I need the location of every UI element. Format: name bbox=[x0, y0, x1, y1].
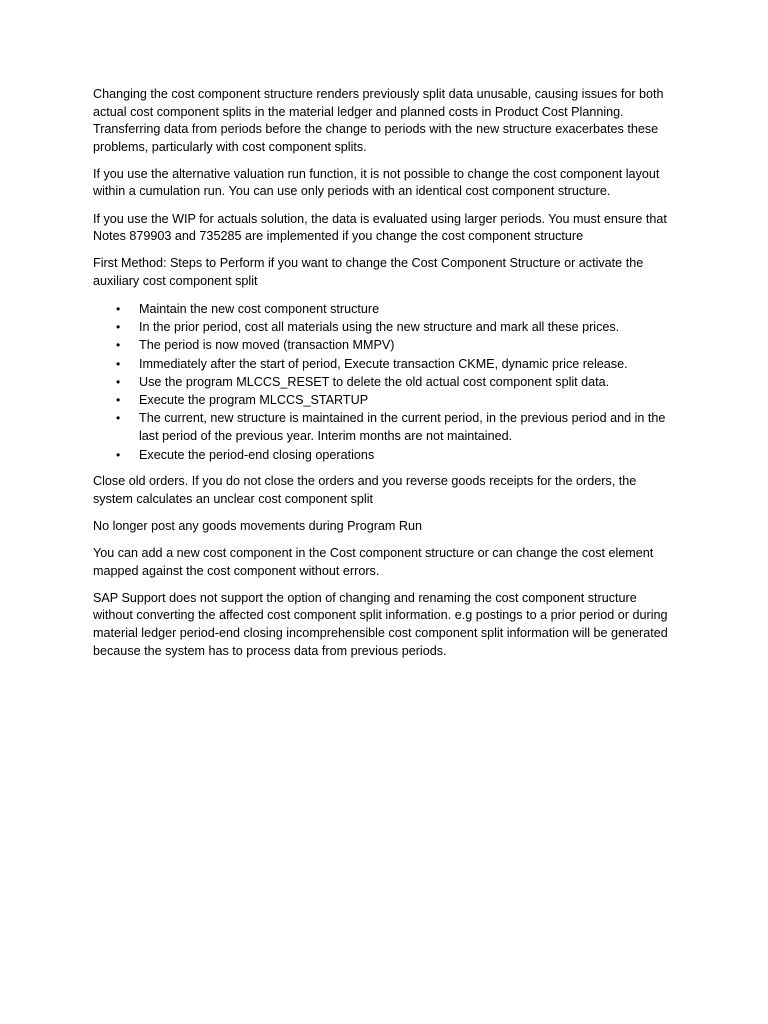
list-item bbox=[93, 391, 678, 409]
list-item-text: The current, new structure is maintained in the current period, in the previous period and in the last period of the previous year. Interim months are not maintained. bbox=[139, 411, 666, 444]
list-item-text: Immediately after the start of period, Execute transaction CKME, dynamic price release. bbox=[139, 356, 628, 371]
list-item bbox=[93, 355, 678, 373]
paragraph-first-method: First Method: Steps to Perform if you want to change the Cost Component Structure or activate the auxiliary cost component split bbox=[93, 256, 644, 288]
paragraph-alternative-valuation: If you use the alternative valuation run function, it is not possible to change the cost component layout within a cumulation run. You can use only periods with an identical cost component structure. bbox=[93, 166, 660, 199]
list-item-text: In the prior period, cost all materials using the new structure and mark all these prices. bbox=[139, 320, 620, 335]
bullet-icon: • bbox=[116, 356, 121, 371]
bullet-icon: • bbox=[116, 411, 121, 426]
list-item bbox=[93, 300, 678, 318]
steps-list bbox=[93, 300, 678, 464]
list-item-text: Execute the period-end closing operations bbox=[139, 447, 375, 462]
paragraph-intro: Changing the cost component structure renders previously split data unusable, causing issues for both actual cost component splits in the material ledger and planned costs in Product Cost Planning. Transferring data from periods before the change to periods with the new structure exacerbates these problems, particularly with cost component splits. bbox=[93, 87, 664, 154]
list-item bbox=[93, 446, 678, 464]
bullet-icon: • bbox=[116, 320, 121, 335]
paragraph-add-cost-component: You can add a new cost component in the Cost component structure or can change the cost element mapped against the cost component without errors. bbox=[93, 546, 654, 578]
list-item bbox=[93, 318, 678, 336]
list-item-text: Use the program MLCCS_RESET to delete the old actual cost component split data. bbox=[139, 374, 610, 389]
bullet-icon: • bbox=[116, 301, 121, 316]
paragraph-wip-actuals: If you use the WIP for actuals solution, the data is evaluated using larger periods. You must ensure that Notes 879903 and 735285 are implemented if you change the cost component structure bbox=[93, 211, 667, 244]
list-item-text: Execute the program MLCCS_STARTUP bbox=[139, 392, 369, 407]
bullet-icon: • bbox=[116, 392, 121, 407]
bullet-icon: • bbox=[116, 447, 121, 462]
list-item bbox=[93, 409, 678, 445]
list-item-text: The period is now moved (transaction MMPV) bbox=[139, 338, 395, 353]
document-page bbox=[93, 86, 678, 670]
paragraph-no-goods-movements: No longer post any goods movements during Program Run bbox=[93, 518, 423, 533]
list-item bbox=[93, 373, 678, 391]
list-item bbox=[93, 336, 678, 354]
bullet-icon: • bbox=[116, 338, 121, 353]
list-item-text: Maintain the new cost component structure bbox=[139, 301, 380, 316]
paragraph-close-orders: Close old orders. If you do not close the orders and you reverse goods receipts for the orders, the system calculates an unclear cost component split bbox=[93, 474, 637, 506]
paragraph-sap-support: SAP Support does not support the option of changing and renaming the cost component structure without converting the affected cost component split information. e.g postings to a prior period or during material ledger period-end closing incomprehensible cost component split information will be generated because the system has to process data from previous periods. bbox=[93, 590, 668, 658]
bullet-icon: • bbox=[116, 374, 121, 389]
